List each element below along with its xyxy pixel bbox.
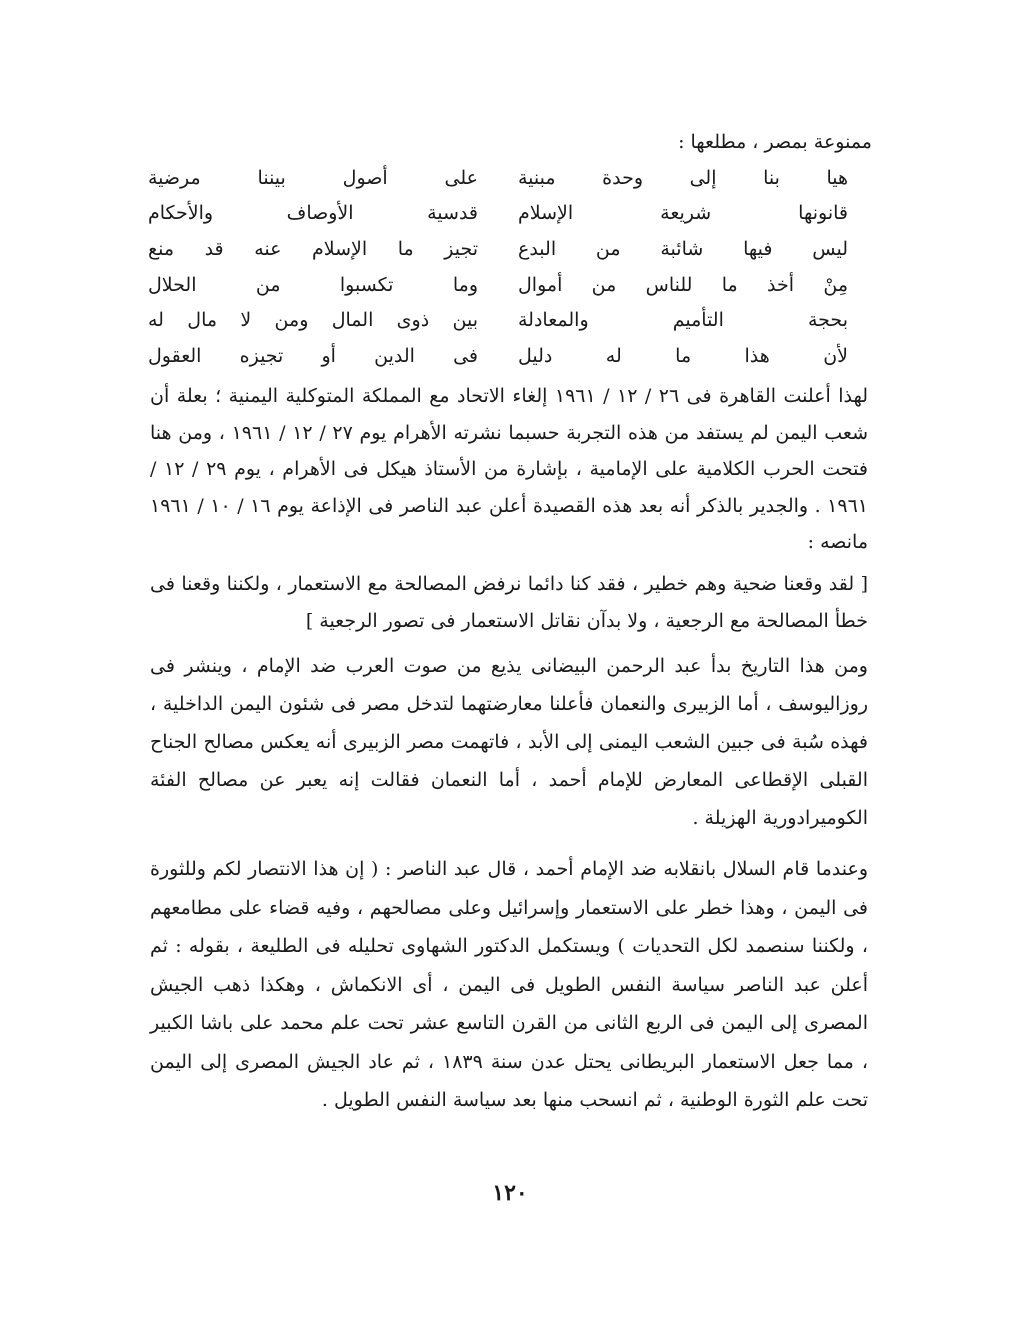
quoted-statement bbox=[150, 566, 868, 639]
paragraph-opposition bbox=[150, 647, 868, 837]
verse-first-hemistich: قانونها شريعة الإسلام bbox=[518, 202, 848, 225]
verse-first-hemistich: لأن هذا ما له دليل bbox=[518, 344, 848, 367]
verse-first-hemistich: هيا بنا إلى وحدة مبنية bbox=[518, 166, 848, 189]
page-number: ١٢٠ bbox=[492, 1180, 528, 1206]
poem bbox=[148, 160, 848, 374]
paragraph-text: لهذا أعلنت القاهرة فى ٢٦ / ١٢ / ١٩٦١ إلغاء الاتحاد مع المملكة المتوكلية اليمنية ؛ بعلة أن شعب اليمن لم يستفد من هذه التجربة حسبما نشرته الأهرام يوم ٢٧ / ١٢ / ١٩٦١ ، ومن هنا فتحت الحرب الكلامية على الإمامية ، بإشارة من الأستاذ هيكل فى الأهرام ، يوم ٢٩ / ١٢ / ١٩٦١ . والجدير بالذكر أنه بعد هذه القصيدة أعلن عبد الناصر فى الإذاعة يوم ١٦ / ١٠ / ١٩٦١ مانصه : bbox=[150, 385, 869, 553]
paragraph-text: وعندما قام السلال بانقلابه ضد الإمام أحمد ، قال عبد الناصر : ( إن هذا الانتصار لكم وللثورة فى اليمن ، وهذا خطر على الاستعمار وإسرائيل وعلى مصالحهم ، وفيه قضاء على مطامعهم ، ولكننا سنصمد لكل التحديات ) ويستكمل الدكتور الشهاوى تحليله فى الطليعة ، بقوله : ثم أعلن عبد الناصر سياسة النفس الطويل فى اليمن ، أى الانكماش ، وهكذا ذهب الجيش المصرى إلى اليمن فى الربع الثانى من القرن التاسع عشر تحت علم محمد على باشا الكبير ، مما جعل الاستعمار البريطانى يحتل عدن سنة ١٨٣٩ ، ثم عاد الجيش المصرى إلى اليمن تحت علم الثورة الوطنية ، ثم انسحب منها بعد سياسة النفس الطويل . bbox=[150, 858, 868, 1111]
paragraph-announcement bbox=[150, 378, 868, 561]
poem-verse bbox=[148, 160, 848, 196]
verse-first-hemistich: ليس فيها شائبة من البدع bbox=[518, 237, 848, 260]
verse-second-hemistich: على أصول بيننا مرضية bbox=[148, 166, 478, 189]
poem-verse bbox=[148, 302, 848, 338]
verse-second-hemistich: تجيز ما الإسلام عنه قد منع bbox=[148, 237, 478, 260]
verse-first-hemistich: مِنْ أخذ ما للناس من أموال bbox=[518, 273, 848, 296]
verse-second-hemistich: وما تكسبوا من الحلال bbox=[148, 273, 478, 296]
poem-verse bbox=[148, 231, 848, 267]
paragraph-text: ومن هذا التاريخ بدأ عبد الرحمن البيضانى يذيع من صوت العرب ضد الإمام ، وينشر فى روزاليوسف ، أما الزبيرى والنعمان فأعلنا معارضتهما لتدخل مصر فى شئون اليمن الداخلية ، فهذه سُبة فى جبين الشعب اليمنى إلى الأبد ، فاتهمت مصر الزبيرى أنه يعكس مصالح الجناح القبلى الإقطاعى المعارض للإمام أحمد ، أما النعمان فقالت إنه يعبر عن مصالح الفئة الكوميرادورية الهزيلة . bbox=[150, 655, 868, 829]
poem-verse bbox=[148, 196, 848, 232]
poem-intro: ممنوعة بمصر ، مطلعها : bbox=[678, 131, 872, 153]
quote-text: [ لقد وقعنا ضحية وهم خطير ، فقد كنا دائما نرفض المصالحة مع الاستعمار ، ولكننا وقعنا فى خطأ المصالحة مع الرجعية ، ولا بدآن نقاتل الاستعمار فى تصور الرجعية ] bbox=[150, 573, 868, 632]
poem-verse bbox=[148, 338, 848, 374]
verse-first-hemistich: بحجة التأميم والمعادلة bbox=[518, 309, 848, 332]
verse-second-hemistich: قدسية الأوصاف والأحكام bbox=[148, 202, 478, 225]
verse-second-hemistich: فى الدين أو تجيزه العقول bbox=[148, 344, 478, 367]
verse-second-hemistich: بين ذوى المال ومن لا مال له bbox=[148, 309, 478, 332]
paragraph-revolution bbox=[150, 850, 868, 1120]
poem-verse bbox=[148, 267, 848, 303]
